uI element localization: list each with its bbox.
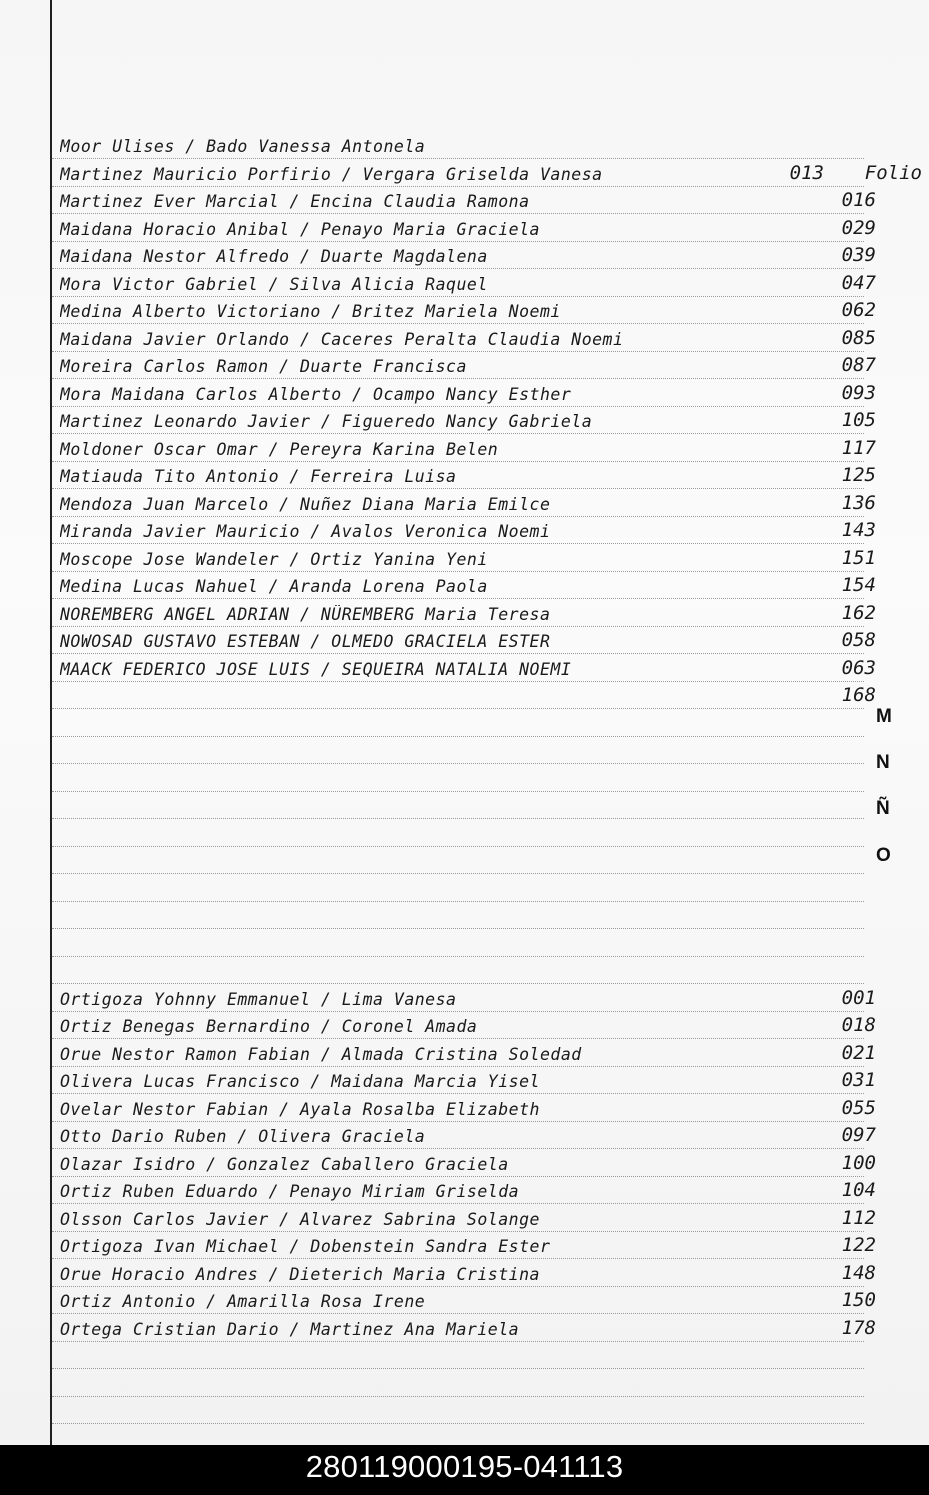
entry-name: Olivera Lucas Francisco / Maidana Marcia Yisel (60, 1072, 540, 1091)
entry-folio: 112 (841, 1206, 876, 1229)
index-letter-ene: Ñ (876, 798, 890, 819)
ledger-row (52, 1230, 876, 1259)
ledger-row (52, 928, 864, 957)
entry-folio: 100 (841, 1151, 876, 1174)
ledger-row (52, 1093, 876, 1122)
entry-name: NOREMBERG ANGEL ADRIAN / NÜREMBERG Maria Teresa (60, 604, 551, 624)
entry-name: Mora Victor Gabriel / Silva Alicia Raquel (60, 274, 488, 294)
entry-name: Orue Horacio Andres / Dieterich Maria Cristina (60, 1264, 540, 1284)
ledger-row (52, 130, 864, 159)
entry-name: Ortega Cristian Dario / Martinez Ana Mariela (60, 1319, 520, 1339)
ledger-row (52, 213, 876, 242)
ledger-row (52, 955, 864, 984)
ledger-row (52, 598, 876, 627)
entry-name: Ortigoza Yohnny Emmanuel / Lima Vanesa (60, 989, 457, 1009)
document-id: 280119000195-041113 (305, 1449, 624, 1484)
entry-folio: 055 (841, 1096, 876, 1119)
ledger-row (52, 570, 876, 599)
entry-folio: 122 (841, 1234, 876, 1256)
index-letter-m: M (876, 706, 892, 727)
ledger-row (52, 845, 864, 874)
entry-folio: 150 (841, 1289, 876, 1311)
entry-folio: 039 (841, 244, 876, 266)
ledger-row (52, 1313, 876, 1342)
ledger-row (52, 1148, 876, 1177)
ledger-row (52, 818, 864, 847)
entry-name: Medina Lucas Nahuel / Aranda Lorena Paola (60, 577, 488, 596)
entry-folio: 148 (841, 1261, 876, 1284)
entry-folio: 168 (841, 684, 876, 706)
ledger-row (52, 1175, 876, 1204)
ledger-row (52, 488, 876, 517)
entry-folio: 104 (841, 1179, 876, 1201)
ledger-row (52, 1120, 876, 1149)
ledger-row (52, 433, 876, 462)
entry-name: Moldoner Oscar Omar / Pereyra Karina Belen (60, 439, 499, 459)
ledger-row (52, 735, 864, 764)
entry-name: Moreira Carlos Ramon / Duarte Francisca (60, 357, 467, 376)
ledger-row (52, 790, 864, 819)
ledger-row (52, 405, 876, 434)
entry-name: Maidana Nestor Alfredo / Duarte Magdalena (60, 247, 488, 266)
entry-folio: 029 (841, 216, 876, 239)
index-letter-o: O (876, 845, 891, 866)
entry-name: Mendoza Juan Marcelo / Nuñez Diana Maria Emilce (60, 494, 551, 514)
entry-name: Ortigoza Ivan Michael / Dobenstein Sandra Ester (60, 1237, 551, 1256)
index-letter-n: N (876, 752, 890, 773)
entry-folio: 136 (841, 491, 876, 514)
entry-name: Moor Ulises / Bado Vanessa Antonela (60, 137, 426, 156)
ledger-row (52, 350, 876, 379)
entry-name: Moscope Jose Wandeler / Ortiz Yanina Yeni (60, 549, 488, 569)
entry-name: Ortiz Antonio / Amarilla Rosa Irene (60, 1292, 426, 1311)
ledger-row (52, 515, 876, 544)
ledger-row (52, 158, 922, 187)
entry-folio: 016 (841, 189, 876, 211)
ruled-lines (52, 130, 922, 1440)
ledger-row (52, 1065, 876, 1094)
entry-folio: 154 (841, 574, 876, 596)
ledger-row (52, 763, 864, 792)
ledger-row (52, 1340, 864, 1369)
ledger-row (52, 708, 864, 737)
entry-folio: 085 (841, 326, 876, 349)
entry-folio: 162 (841, 601, 876, 624)
ledger-row (52, 1368, 864, 1397)
ledger-row (52, 1038, 876, 1067)
ledger-row (52, 1010, 876, 1039)
ledger-row (52, 1285, 876, 1314)
entry-name: Matiauda Tito Antonio / Ferreira Luisa (60, 467, 457, 486)
entry-folio: 093 (841, 381, 876, 404)
entry-name: Ovelar Nestor Fabian / Ayala Rosalba Elizabeth (60, 1099, 540, 1119)
entry-folio: 058 (841, 629, 876, 651)
entry-folio: 105 (841, 409, 876, 431)
ledger-row (52, 268, 876, 297)
entry-folio: 125 (841, 464, 876, 486)
ledger-row (52, 653, 876, 682)
ledger-row (52, 295, 876, 324)
entry-folio: 178 (841, 1316, 876, 1339)
entry-folio: 087 (841, 354, 876, 376)
ledger-row (52, 460, 876, 489)
ledger-row (52, 1395, 864, 1424)
ledger-row (52, 1258, 876, 1287)
ledger-row (52, 543, 876, 572)
ledger-row (52, 240, 876, 269)
entry-folio: 063 (841, 656, 876, 679)
entry-name: Mora Maidana Carlos Alberto / Ocampo Nancy Esther (60, 384, 572, 404)
entry-name: Maidana Horacio Anibal / Penayo Maria Graciela (60, 219, 540, 239)
entry-name: Maidana Javier Orlando / Caceres Peralta Claudia Noemi (60, 329, 624, 349)
entry-name: Otto Dario Ruben / Olivera Graciela (60, 1127, 426, 1146)
entry-folio: 117 (841, 436, 876, 459)
entry-folio: 001 (841, 986, 876, 1009)
entry-folio: 062 (841, 299, 876, 321)
ledger-row (52, 680, 876, 709)
entry-folio: 018 (841, 1014, 876, 1036)
entry-name: MAACK FEDERICO JOSE LUIS / SEQUEIRA NATALIA NOEMI (60, 659, 572, 679)
entry-name: Olsson Carlos Javier / Alvarez Sabrina Solange (60, 1209, 540, 1229)
entry-name: Ortiz Benegas Bernardino / Coronel Amada (60, 1017, 478, 1036)
entry-folio: 047 (841, 271, 876, 294)
entry-name: Miranda Javier Mauricio / Avalos Veronica Noemi (60, 522, 551, 541)
entry-folio: 021 (841, 1041, 876, 1064)
entry-folio: 097 (841, 1124, 876, 1146)
entry-name: Orue Nestor Ramon Fabian / Almada Cristina Soledad (60, 1044, 582, 1064)
entry-name: Olazar Isidro / Gonzalez Caballero Graciela (60, 1154, 509, 1174)
entry-name: Ortiz Ruben Eduardo / Penayo Miriam Griselda (60, 1182, 520, 1201)
folio-header: Folio (864, 161, 922, 184)
ledger-row (52, 873, 864, 902)
ledger-row (52, 378, 876, 407)
ledger-row (52, 983, 876, 1012)
entry-name: Martinez Leonardo Javier / Figueredo Nancy Gabriela (60, 412, 593, 431)
ledger-row (52, 625, 876, 654)
entry-name: Martinez Mauricio Porfirio / Vergara Griselda Vanesa (60, 164, 603, 184)
entry-folio: 031 (841, 1069, 876, 1091)
entry-folio: 013 (789, 161, 824, 184)
ledger-row (52, 900, 864, 929)
entry-name: NOWOSAD GUSTAVO ESTEBAN / OLMEDO GRACIELA ESTER (60, 632, 551, 651)
ledger-row (52, 185, 876, 214)
entry-folio: 143 (841, 519, 876, 541)
ledger-row (52, 323, 876, 352)
entry-name: Medina Alberto Victoriano / Britez Mariela Noemi (60, 302, 561, 321)
entry-folio: 151 (841, 546, 876, 569)
ledger-row (52, 1203, 876, 1232)
entry-name: Martinez Ever Marcial / Encina Claudia Ramona (60, 192, 530, 211)
